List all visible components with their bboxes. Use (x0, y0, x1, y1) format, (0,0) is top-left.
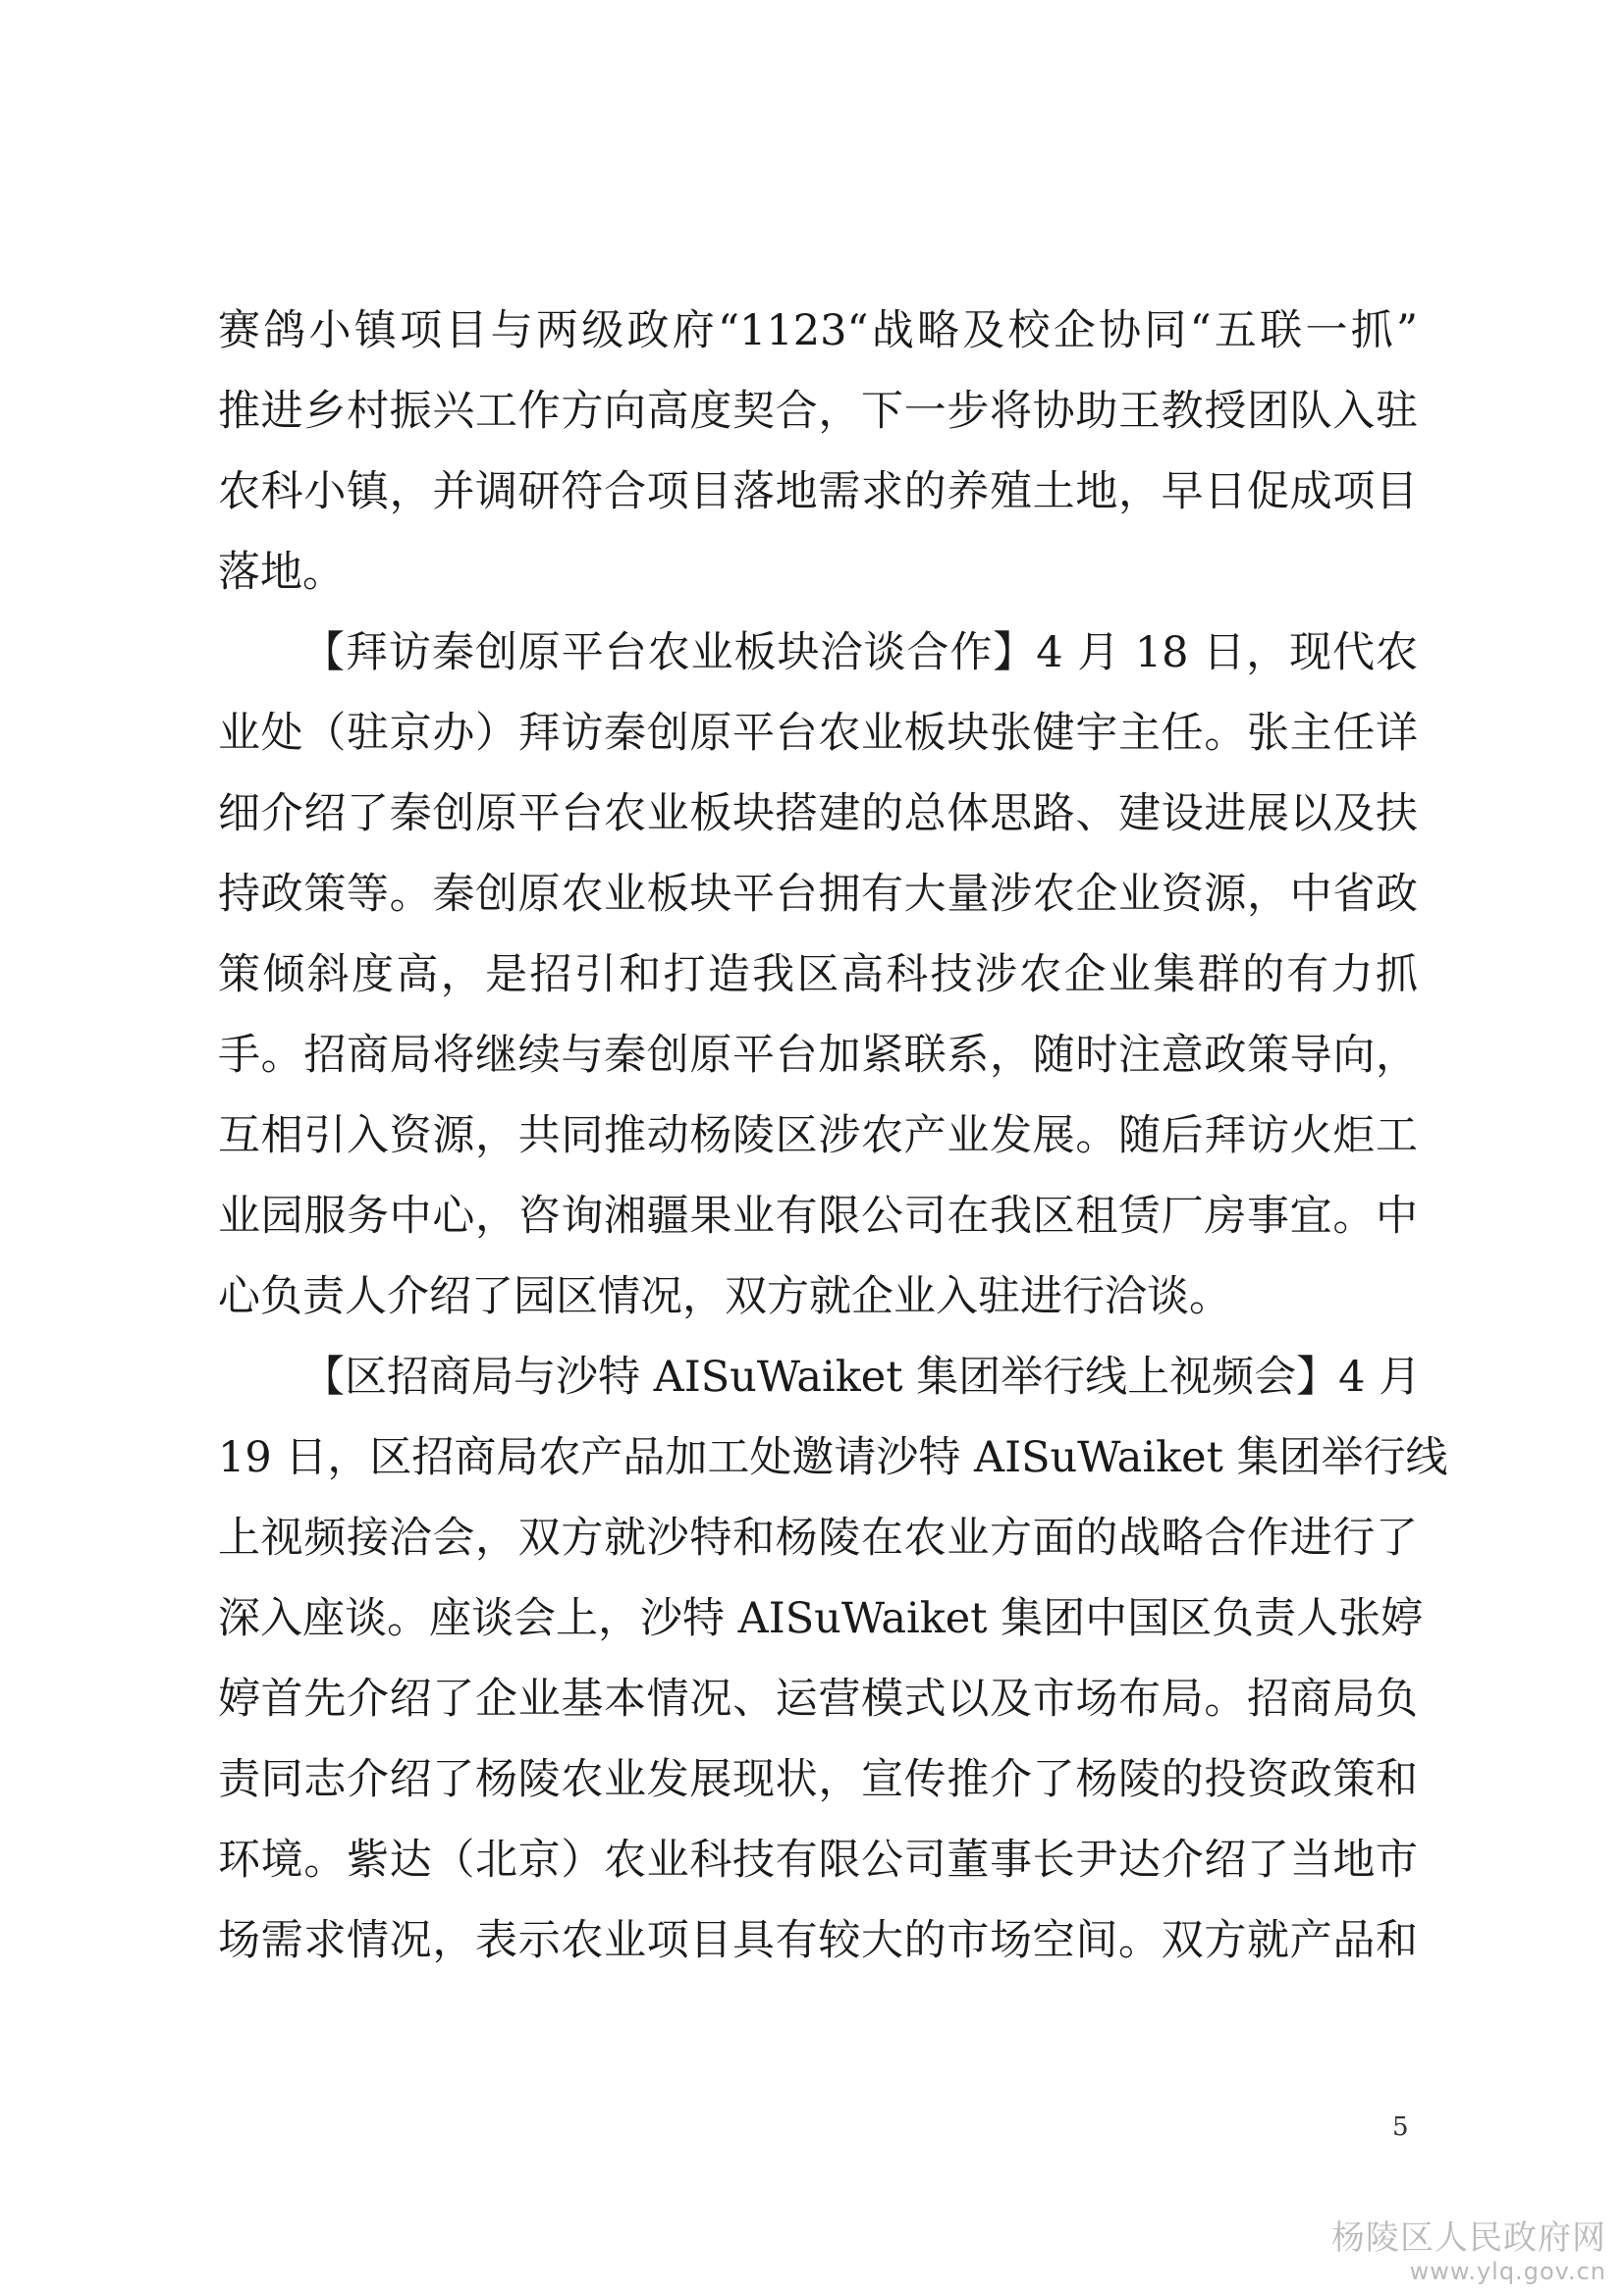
paragraph-saudi-video-meeting (218, 1337, 1448, 1981)
paragraph-line: 场需求情况，表示农业项目具有较大的市场空间。双方就产品和 (218, 1916, 1418, 1965)
paragraph-line: 环境。紫达（北京）农业科技有限公司董事长尹达介绍了当地市 (218, 1836, 1418, 1885)
paragraph-line: 深入座谈。座谈会上，沙特 AISuWaiket 集团中国区负责人张婷 (218, 1594, 1424, 1643)
paragraph-line: 策倾斜度高，是招引和打造我区高科技涉农企业集群的有力抓 (218, 950, 1418, 999)
paragraph-line: 手。招商局将继续与秦创原平台加紧联系，随时注意政策导向， (218, 1031, 1418, 1080)
watermark-site-name: 杨陵区人民政府网 (1331, 2218, 1606, 2258)
paragraph-line: 上视频接洽会，双方就沙特和杨陵在农业方面的战略合作进行了 (218, 1514, 1418, 1563)
paragraph-line: 赛鸽小镇项目与两级政府“1123“战略及校企协同“五联一抓” (218, 306, 1418, 355)
paragraph-qinchuangyuan-visit (218, 613, 1418, 1337)
paragraph-line: 推进乡村振兴工作方向高度契合，下一步将协助王教授团队入驻 (218, 387, 1418, 436)
paragraph-line: 业处（驻京办）拜访秦创原平台农业板块张健宇主任。张主任详 (218, 709, 1418, 758)
document-body (218, 291, 1448, 1981)
paragraph-line: 农科小镇，并调研符合项目落地需求的养殖土地，早日促成项目 (218, 467, 1418, 516)
paragraph-line: 心负责人介绍了园区情况，双方就企业入驻进行洽谈。 (218, 1272, 1231, 1321)
paragraph-line: 业园服务中心，咨询湘疆果业有限公司在我区租赁厂房事宜。中 (218, 1192, 1418, 1241)
paragraph-line: 落地。 (218, 548, 345, 597)
paragraph-sai-ge-town (218, 291, 1418, 613)
site-watermark (1331, 2218, 1606, 2285)
paragraph-line: 互相引入资源，共同推动杨陵区涉农产业发展。随后拜访火炬工 (218, 1111, 1418, 1160)
paragraph-line: 持政策等。秦创原农业板块平台拥有大量涉农企业资源，中省政 (218, 870, 1418, 919)
paragraph-line: 【拜访秦创原平台农业板块洽谈合作】4 月 18 日，现代农 (302, 628, 1418, 677)
paragraph-line: 19 日，区招商局农产品加工处邀请沙特 AISuWaiket 集团举行线 (218, 1433, 1448, 1482)
paragraph-line: 婷首先介绍了企业基本情况、运营模式以及市场布局。招商局负 (218, 1675, 1418, 1724)
paragraph-line: 【区招商局与沙特 AISuWaiket 集团举行线上视频会】4 月 (302, 1353, 1422, 1402)
watermark-site-url: www.ylq.gov.cn (1409, 2258, 1606, 2285)
page-number: 5 (1392, 2112, 1409, 2142)
paragraph-line: 细介绍了秦创原平台农业板块搭建的总体思路、建设进展以及扶 (218, 789, 1418, 838)
paragraph-line: 责同志介绍了杨陵农业发展现状，宣传推介了杨陵的投资政策和 (218, 1755, 1418, 1804)
